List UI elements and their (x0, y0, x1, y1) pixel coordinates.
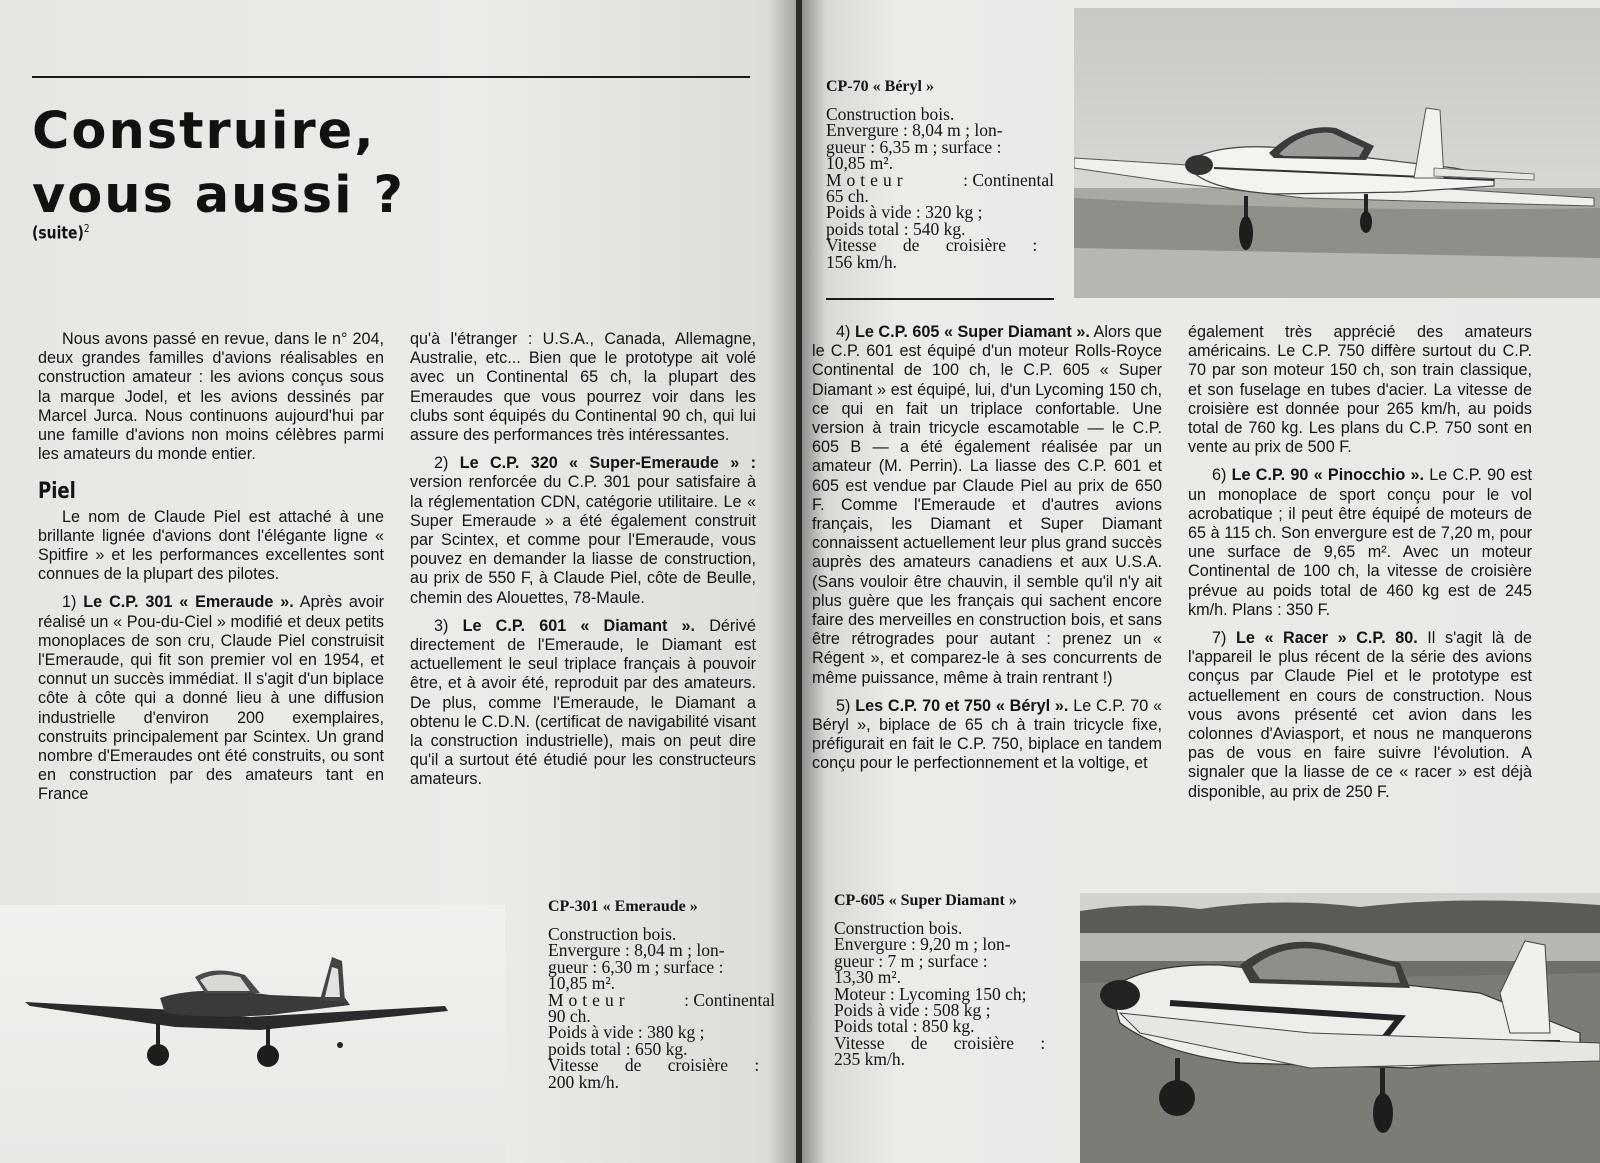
spec-empty-weight: Poids à vide : 380 kg ; (548, 1022, 705, 1043)
spec-engine-label: Moteur (826, 169, 908, 190)
item-body: Dérivé directement de l'Emeraude, le Diamant est actuellement le seul triplace français à pouvoir être, et à avoir été, reproduit par des amateurs. De plus, comme l'Emeraude, le Diamant a obtenu le C.D.N. (certificat de navigabilité visant la construction industrielle), mais on peut dire qu'il a surtout été étudié pour les constructeurs amateurs. (410, 616, 757, 789)
spec-dimensions: gueur : 6,30 m ; surface : (548, 956, 724, 977)
spec-engine: Moteur : Lycoming 150 ch; (834, 983, 1027, 1004)
column-3 (812, 323, 1162, 774)
column-2 (410, 330, 756, 790)
top-rule (32, 76, 750, 78)
subtitle-text: (suite) (32, 223, 84, 244)
item-heading: Le C.P. 90 « Pinocchio ». (1231, 466, 1425, 485)
subtitle-footnote: 2 (83, 222, 90, 235)
item-body: Après avoir réalisé un « Pou-du-Ciel » modifié et deux petits monoplaces de son cru, Claude Piel construisit l'Emeraude, qui fit son premier vol en 1954, et connut un succès immédiat. Il s'agit d'un biplace côte à côte qui a donné lieu à une diffusion industrielle d'environ 200 exemplaires, construits principalement par Scintex. Un grand nombre d'Emeraudes ont été construits, ou sont en construction par des amateurs tant en France (38, 593, 385, 804)
spec-construction: Construction bois. (826, 104, 955, 124)
cp70-beryl-photo (1074, 8, 1600, 298)
item-heading: Le C.P. 605 « Super Diamant ». (854, 323, 1090, 341)
spec-dimensions: gueur : 7 m ; surface : (834, 950, 988, 971)
spec-dimensions: 13,30 m². (834, 967, 901, 988)
item-heading: Le C.P. 601 « Diamant ». (462, 616, 696, 635)
spec-cruise-speed-label: Vitesse de croisière : (548, 1055, 760, 1076)
item-5-continued: également très apprécié des amateurs américains. Le C.P. 750 diffère surtout du C.P. 70 par son moteur 150 ch, son train classique, et son fuselage en tubes d'acier. La vitesse de croisière est donnée pour 265 km/h, au poids total de 760 kg. Les plans du C.P. 750 sont en vente au prix de 500 F. (1188, 323, 1532, 457)
spec-engine-power: 65 ch. (826, 186, 869, 207)
article-title (32, 100, 405, 228)
item-body: Il s'agit là de l'appareil le plus récent de la série des avions conçus par Claude Piel et le prototype est actuellement en cours de construction. Nous vous avons présenté cet avion dans les colonnes d'Aviasport, et nous ne manquerons pas de vous en faire suivre l'évolution. A signaler que la liasse de ce « racer » est déjà disponible, au prix de 250 F. (1188, 629, 1533, 801)
spec-engine-value: : Continental (963, 169, 1054, 190)
cp301-emeraude-photo (0, 905, 505, 1163)
column-4 (1188, 323, 1532, 802)
item-6 (1188, 466, 1532, 620)
title-line-2: vous aussi ? (32, 166, 405, 225)
spec-engine-label: Moteur (548, 989, 630, 1010)
spec-engine-value: : Continental (684, 989, 775, 1010)
section-intro: Le nom de Claude Piel est attaché à une brillante lignée d'avions dont l'élégante ligne « Spitfire » et les performances excellentes sont connues de la plupart des pilotes. (38, 507, 384, 584)
item-number: 3) (434, 616, 449, 635)
spec-dimensions: 10,85 m². (826, 153, 893, 174)
item-body: Le C.P. 70 « Béryl », biplace de 65 ch à train tricycle fixe, préfigurait en fait le C.P. 750, biplace en tandem conçu pour le perfectionnement et la voltige, et (812, 696, 1163, 773)
section-heading: Piel (38, 479, 76, 505)
spec-cruise-speed-label: Vitesse de croisière : (834, 1032, 1046, 1053)
item-heading: Les C.P. 70 et 750 « Béryl ». (855, 696, 1069, 715)
item-7 (1188, 629, 1532, 802)
item-body: version renforcée du C.P. 301 pour satisfaire à la réglementation CDN, catégorie utilitaire. Le « Super Emeraude » a été également construit par Scintex, et comme pour l'Emeraude, vous pouvez en demander la liasse de construction, au prix de 550 F, à Claude Piel, côte de Beulle, chemin des Alouettes, 78-Maule. (410, 473, 756, 607)
item-heading: Le C.P. 301 « Emeraude ». (83, 593, 294, 612)
item-body: Alors que le C.P. 601 est équipé d'un moteur Rolls-Royce Continental de 100 ch, le C.P. 605 « Super Diamant » est équipé, lui, d'un Lycoming 150 ch, ce qui en fait un triplace confortable. Une version à train tricycle escamotable — le C.P. 605 B — a été également réalisée par un amateur (M. Perrin). La liasse des C.P. 601 et 605 est vendue par Claude Piel au prix de 650 F. Comme l'Emeraude et d'autres avions français, les Diamant et Super Diamant connaissent actuellement leur plus grand succès auprès des amateurs canadiens et aux U.S.A. (Sans vouloir être chauvin, il semble qu'il n'y ait plus guère que les français qui sachent encore faire des merveilles en construction bois, et sans être rétrogrades pour autant : prenez un « Régent », et comparez-le à ses concurrents de même puissance, même à train rentrant !) (812, 323, 1162, 687)
spec-dimensions: Envergure : 8,04 m ; lon- (548, 940, 725, 961)
cp301-spec-box (548, 898, 775, 1090)
spec-dimensions: 10,85 m². (548, 973, 615, 994)
spec-construction: Construction bois. (834, 918, 963, 938)
spec-cruise-speed: 200 km/h. (548, 1071, 619, 1092)
spec-engine-power: 90 ch. (548, 1006, 591, 1027)
item-5 (812, 697, 1162, 774)
item-number: 7) (1212, 629, 1227, 648)
spec-cruise-speed-label: Vitesse de croisière : (826, 235, 1038, 256)
item-number: 5) (836, 696, 851, 715)
spec-total-weight: poids total : 540 kg. (826, 218, 966, 239)
cp605-super-diamant-photo (1080, 893, 1600, 1163)
article-subtitle (32, 222, 90, 244)
column-1 (38, 330, 384, 805)
spec-dimensions: Envergure : 8,04 m ; lon- (826, 120, 1003, 141)
item-3 (410, 617, 756, 790)
item-number: 4) (836, 323, 851, 341)
item-number: 1) (62, 593, 77, 612)
title-line-1: Construire, (32, 102, 376, 161)
item-heading: Le « Racer » C.P. 80. (1236, 629, 1418, 648)
spec-title: CP-70 « Béryl » (826, 78, 934, 95)
item-heading: Le C.P. 320 « Super-Emeraude » : (459, 454, 756, 473)
spec-rule (826, 298, 1054, 300)
intro-paragraph: Nous avons passé en revue, dans le n° 204, deux grandes familles d'avions réalisables en construction amateur : les avions conçus sous la marque Jodel, et les avions dessinés par Marcel Jurca. Nous continuons aujourd'hui par une famille d'avions non moins célèbres parmi les amateurs du monde entier. (38, 330, 384, 464)
item-1 (38, 593, 384, 804)
spec-empty-weight: Poids à vide : 508 kg ; (834, 1000, 991, 1021)
spec-dimensions: gueur : 6,35 m ; surface : (826, 136, 1002, 157)
spec-construction: Construction bois. (548, 924, 677, 944)
spec-dimensions: Envergure : 9,20 m ; lon- (834, 934, 1011, 955)
cp70-spec-box (826, 78, 1054, 270)
spec-empty-weight: Poids à vide : 320 kg ; (826, 202, 983, 223)
item-4 (812, 323, 1162, 688)
spec-title: CP-301 « Emeraude » (548, 898, 698, 915)
spec-total-weight: poids total : 650 kg. (548, 1038, 688, 1059)
item-1-continued: qu'à l'étranger : U.S.A., Canada, Allemagne, Australie, etc... Bien que le prototype ait volé avec un Continental 65 ch, la plupart des Emeraudes que vous pourrez voir dans les clubs sont équipés du Continental 90 ch, qui lui assure des performances très intéressantes. (410, 330, 756, 445)
item-body: Le C.P. 90 est un monoplace de sport conçu pour le vol acrobatique ; il peut être équipé de moteurs de 65 à 115 ch. Son envergure est de 7,20 m, pour une surface de 9,65 m². Avec un moteur Continental de 100 ch, la vitesse de croisière prévue au poids total de 460 kg est de 245 km/h. Plans : 350 F. (1188, 466, 1532, 619)
spec-cruise-speed: 156 km/h. (826, 251, 897, 272)
spec-cruise-speed: 235 km/h. (834, 1049, 905, 1070)
item-2 (410, 454, 756, 608)
right-page (802, 0, 1600, 1163)
cp605-spec-box (834, 892, 1056, 1068)
spec-title: CP-605 « Super Diamant » (834, 892, 1017, 909)
item-number: 6) (1212, 466, 1227, 485)
spec-total-weight: Poids total : 850 kg. (834, 1016, 975, 1037)
item-number: 2) (434, 454, 449, 473)
